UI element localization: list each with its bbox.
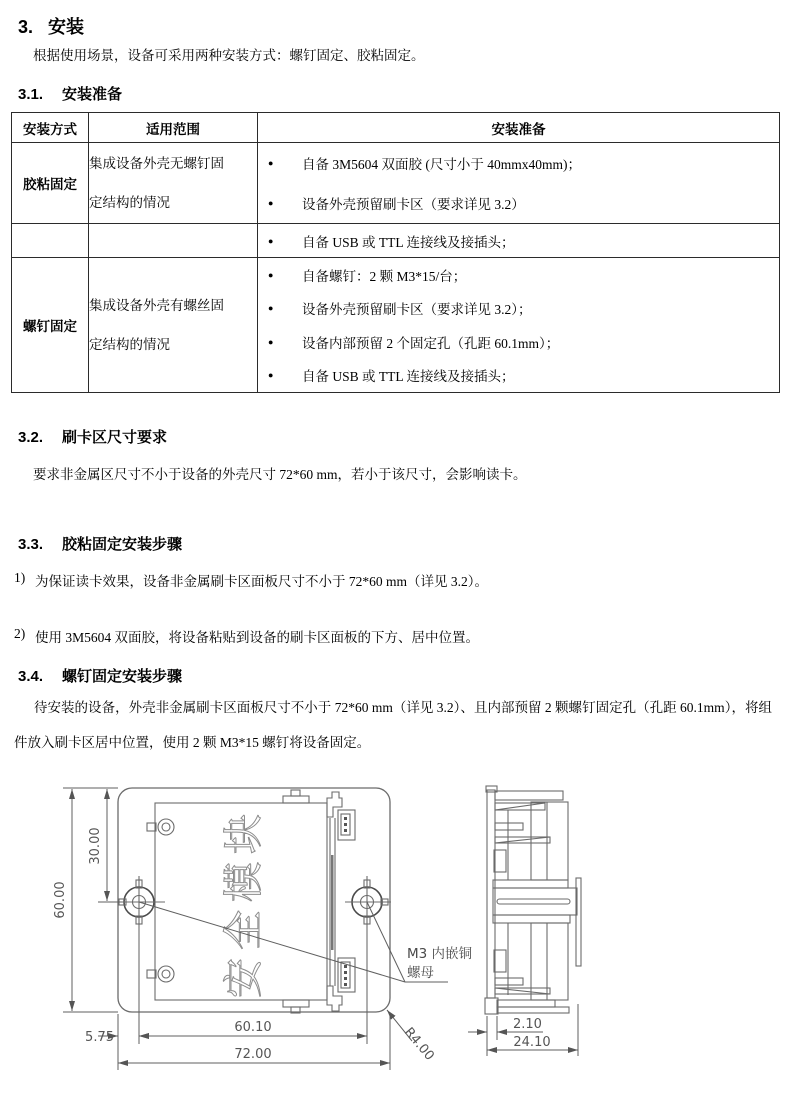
side-bottom-foot xyxy=(485,998,498,1014)
section-3-4-title: 螺钉固定安装步骤 xyxy=(62,668,183,685)
top-right-hook xyxy=(327,792,342,817)
bullet-text: 自备螺钉：2 颗 M3*15/台； xyxy=(302,268,467,284)
bullet-item xyxy=(258,143,779,183)
section-3-3-heading xyxy=(18,533,182,554)
pcb-screw-hole xyxy=(158,966,174,982)
flex-cable xyxy=(331,855,334,950)
intro-paragraph: 根据使用场景，设备可采用两种安装方式：螺钉固定、胶粘固定。 xyxy=(33,48,425,63)
bullet-text: 自备 3M5604 双面胶 (尺寸小于 40mmx40mm)； xyxy=(302,157,581,172)
m3-callout-line1: M3 内嵌铜 xyxy=(407,946,473,962)
section-3-4-number: 3.4. xyxy=(18,668,44,685)
dim-left-offset-label: 5.75 xyxy=(85,1030,114,1045)
mounting-hole-right xyxy=(345,876,391,928)
top-clip xyxy=(283,796,309,803)
install-prep-table xyxy=(11,112,780,393)
dim-hole-span-label: 60.10 xyxy=(234,1020,272,1035)
scope-line: 集成设备外壳无螺钉固 xyxy=(89,156,224,171)
table-header-row xyxy=(12,113,780,143)
section-3-1-title: 安装准备 xyxy=(62,86,123,103)
dim-height-label: 60.00 xyxy=(53,881,68,919)
step-item-2 xyxy=(14,626,774,646)
bullet-text: 设备内部预留 2 个固定孔（孔距 60.1mm）； xyxy=(302,335,560,351)
bullet-item xyxy=(258,224,779,257)
scope-line: 集成设备外壳有螺丝固 xyxy=(89,298,224,313)
section-3-1-number: 3.1. xyxy=(18,86,44,103)
scope-line: 定结构的情况 xyxy=(89,195,170,210)
m3-callout xyxy=(407,945,472,981)
section-3-2-title: 刷卡区尺寸要求 xyxy=(62,429,168,446)
step-number: 2) xyxy=(14,626,26,641)
dim-side-step-label: 2.10 xyxy=(513,1017,542,1032)
section-3-1-heading xyxy=(18,83,122,104)
bullet-icon xyxy=(268,303,290,313)
step-text: 使用 3M5604 双面胶，将设备粘贴到设备的刷卡区面板的下方、居中位置。 xyxy=(35,630,480,645)
page-title-number: 3. xyxy=(18,17,34,37)
side-view-dim-labels xyxy=(513,1017,551,1050)
bullet-text: 设备外壳预留刷卡区（要求详见 3.2） xyxy=(302,197,525,212)
scope-cell-empty xyxy=(89,224,258,258)
bullet-icon xyxy=(268,198,290,208)
col-header-scope: 适用范围 xyxy=(89,113,258,143)
scope-cell-screw xyxy=(89,258,258,393)
section-3-4-heading xyxy=(18,665,182,686)
bullet-icon xyxy=(268,270,290,280)
method-cell-empty xyxy=(12,224,89,258)
side-middle-band xyxy=(493,888,577,915)
connector-pin xyxy=(344,823,347,826)
bullet-text: 自备 USB 或 TTL 连接线及接插头； xyxy=(302,369,515,385)
table-row-shared xyxy=(12,224,780,258)
page-title xyxy=(18,13,84,39)
scope-line: 定结构的情况 xyxy=(89,337,170,352)
bullet-icon xyxy=(268,236,290,246)
step-text: 为保证读卡效果，设备非金属刷卡区面板尺寸不小于 72*60 mm（详见 3.2）。 xyxy=(35,574,489,589)
bullet-item xyxy=(258,325,779,359)
page-title-text: 安装 xyxy=(48,17,84,37)
dim-width-label: 72.00 xyxy=(234,1047,272,1062)
col-header-method: 安装方式 xyxy=(12,113,89,143)
bullet-icon xyxy=(268,370,290,380)
bottom-right-hook xyxy=(327,986,342,1011)
bullet-text: 自备 USB 或 TTL 连接线及接插头； xyxy=(302,234,515,250)
prep-cell-adhesive xyxy=(258,143,780,224)
section-3-3-title: 胶粘固定安装步骤 xyxy=(62,536,183,553)
pcb-screw-hole xyxy=(158,819,174,835)
section-3-3-number: 3.3. xyxy=(18,536,44,553)
prep-cell-shared xyxy=(258,224,780,258)
table-row-screw xyxy=(12,258,780,393)
bullet-item xyxy=(258,292,779,326)
connector-pin xyxy=(344,829,347,832)
scope-cell-adhesive xyxy=(89,143,258,224)
installation-drawing xyxy=(0,760,790,1103)
section-3-2-paragraph: 要求非金属区尺寸不小于设备的外壳尺寸 72*60 mm，若小于该尺寸，会影响读卡。 xyxy=(33,467,527,482)
module-outline-label: 安全模块 xyxy=(221,806,267,998)
m3-callout-line2: 螺母 xyxy=(407,965,434,981)
bullet-icon xyxy=(268,337,290,347)
connector-pin xyxy=(344,977,347,980)
pcb-screw-hole-inner xyxy=(162,970,170,978)
section-3-4-paragraph: 待安装的设备，外壳非金属刷卡区面板尺寸不小于 72*60 mm（详见 3.2）、且内部预留 2 颗螺钉固定孔（孔距 60.1mm），将组件放入刷卡区居中位置，使用 2 颗 M3*15 螺钉将设备固定。 xyxy=(14,700,772,750)
step-item-1 xyxy=(14,570,774,590)
dim-side-depth-label: 24.10 xyxy=(513,1035,551,1050)
section-3-2-heading xyxy=(18,426,167,447)
bullet-item xyxy=(258,258,779,292)
connector-pin xyxy=(344,983,347,986)
table-row-adhesive xyxy=(12,143,780,224)
method-cell-screw: 螺钉固定 xyxy=(12,258,89,393)
bullet-item xyxy=(258,183,779,223)
bullet-item xyxy=(258,359,779,393)
connector-pin xyxy=(344,971,347,974)
side-view xyxy=(485,786,581,1014)
bullet-icon xyxy=(268,158,290,168)
connector-pin xyxy=(344,817,347,820)
bullet-text: 设备外壳预留刷卡区（要求详见 3.2）； xyxy=(302,302,532,318)
bottom-clip xyxy=(283,1000,309,1007)
top-clip-nub xyxy=(291,790,300,796)
dim-radius-label: R4.00 xyxy=(400,1024,437,1064)
section-3-2-number: 3.2. xyxy=(18,429,44,446)
step-number: 1) xyxy=(14,570,26,585)
method-cell-adhesive: 胶粘固定 xyxy=(12,143,89,224)
connector-pin xyxy=(344,965,347,968)
dim-hole-top-label: 30.00 xyxy=(88,827,103,865)
pcb-screw-hole-inner xyxy=(162,823,170,831)
prep-cell-screw xyxy=(258,258,780,393)
col-header-prep: 安装准备 xyxy=(258,113,780,143)
